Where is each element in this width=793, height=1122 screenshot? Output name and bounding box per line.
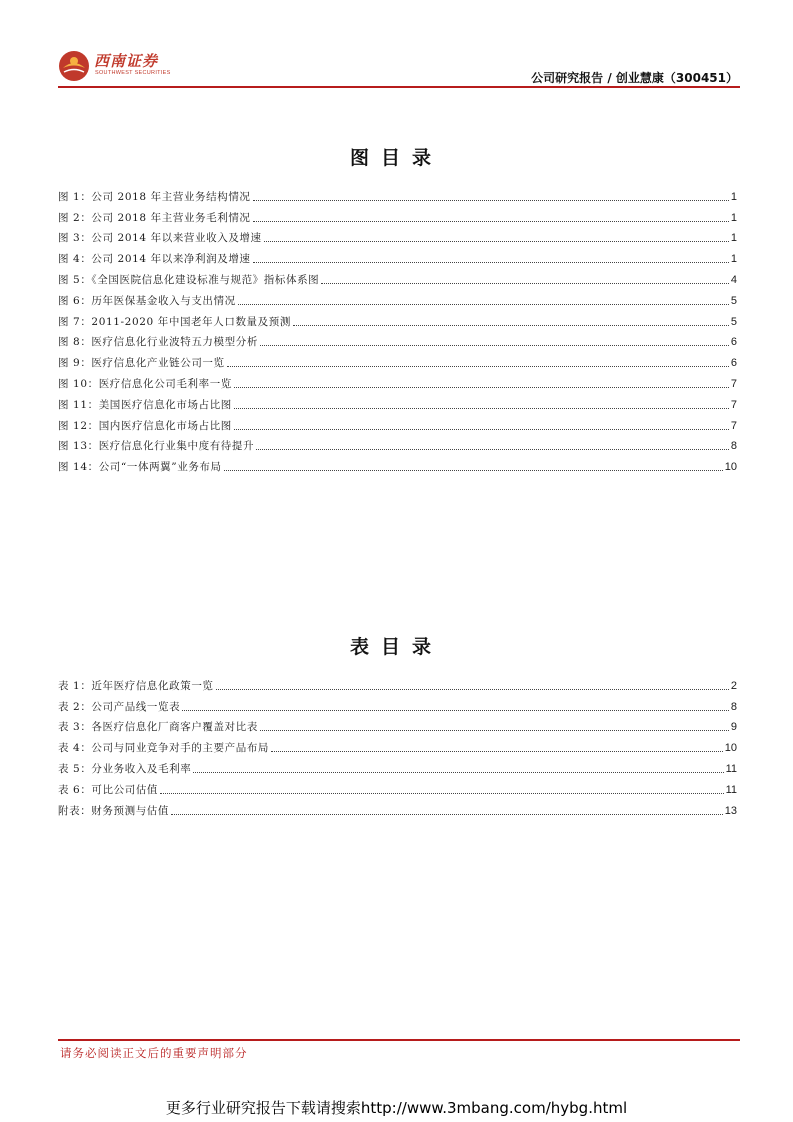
dot-leader xyxy=(234,428,729,430)
figure-toc-entry-page: 5 xyxy=(730,315,737,328)
report-title: 公司研究报告 / 创业慧康（300451） xyxy=(531,71,738,85)
tables-toc-list xyxy=(58,672,737,818)
table-toc-entry[interactable] xyxy=(58,755,737,776)
figure-toc-entry-page: 6 xyxy=(730,357,737,370)
tables-toc-title: 表目录 xyxy=(349,636,443,658)
figure-toc-entry[interactable] xyxy=(58,433,737,454)
figure-toc-entry[interactable] xyxy=(58,453,737,474)
table-toc-entry-label: 表 2：公司产品线一览表 xyxy=(58,700,181,713)
figure-toc-entry-page: 1 xyxy=(730,211,737,224)
figure-toc-entry-label: 图 9：医疗信息化产业链公司一览 xyxy=(58,357,225,370)
figure-toc-entry[interactable] xyxy=(58,412,737,433)
figure-toc-entry-page: 1 xyxy=(730,190,737,203)
figure-toc-entry-page: 5 xyxy=(730,294,737,307)
table-toc-entry-label: 表 5：分业务收入及毛利率 xyxy=(58,762,192,775)
header-divider xyxy=(58,86,740,88)
figure-toc-entry-label: 图 1：公司 2018 年主营业务结构情况 xyxy=(58,190,251,203)
table-toc-entry-label: 表 1：近年医疗信息化政策一览 xyxy=(58,679,214,692)
table-toc-entry-page: 11 xyxy=(725,762,737,775)
figure-toc-entry[interactable] xyxy=(58,308,737,329)
figure-toc-entry-page: 7 xyxy=(730,398,737,411)
figures-toc-list xyxy=(58,183,737,474)
dot-leader xyxy=(253,220,729,222)
table-toc-entry[interactable] xyxy=(58,797,737,818)
table-toc-entry[interactable] xyxy=(58,714,737,735)
dot-leader xyxy=(160,792,724,794)
figures-toc-title: 图目录 xyxy=(349,147,443,169)
figure-toc-entry-page: 6 xyxy=(730,336,737,349)
figure-toc-entry-label: 图 14：公司“一体两翼”业务布局 xyxy=(58,461,222,474)
figure-toc-entry-label: 图 10：医疗信息化公司毛利率一览 xyxy=(58,377,232,390)
figure-toc-entry-label: 图 8：医疗信息化行业波特五力模型分析 xyxy=(58,336,258,349)
page-header xyxy=(58,44,740,90)
dot-leader xyxy=(227,365,729,367)
figure-toc-entry-label: 图 11：美国医疗信息化市场占比图 xyxy=(58,398,232,411)
dot-leader xyxy=(234,386,729,388)
figure-toc-entry[interactable] xyxy=(58,204,737,225)
figure-toc-entry-page: 7 xyxy=(730,377,737,390)
table-toc-entry-label: 表 4：公司与同业竞争对手的主要产品布局 xyxy=(58,742,270,755)
dot-leader xyxy=(182,709,729,711)
table-toc-entry-label: 表 3：各医疗信息化厂商客户覆盖对比表 xyxy=(58,721,258,734)
download-link-text[interactable]: 更多行业研究报告下载请搜索http://www.3mbang.com/hybg.html xyxy=(165,1099,628,1117)
figure-toc-entry[interactable] xyxy=(58,245,737,266)
figure-toc-entry[interactable] xyxy=(58,225,737,246)
dot-leader xyxy=(256,448,729,450)
figure-toc-entry-page: 1 xyxy=(730,232,737,245)
table-toc-entry-page: 11 xyxy=(725,783,737,796)
figure-toc-entry-label: 图 7：2011-2020 年中国老年人口数量及预测 xyxy=(58,315,291,328)
figure-toc-entry-label: 图 4：公司 2014 年以来净利润及增速 xyxy=(58,253,251,266)
logo-chinese-text: 西南证券 xyxy=(94,52,159,70)
figure-toc-entry-label: 图 6：历年医保基金收入与支出情况 xyxy=(58,294,236,307)
dot-leader xyxy=(321,282,729,284)
table-toc-entry-page: 9 xyxy=(730,721,737,734)
dot-leader xyxy=(271,750,723,752)
figure-toc-entry[interactable] xyxy=(58,183,737,204)
dot-leader xyxy=(238,303,729,305)
figure-toc-entry[interactable] xyxy=(58,266,737,287)
dot-leader xyxy=(224,469,723,471)
figure-toc-entry-label: 图 3：公司 2014 年以来营业收入及增速 xyxy=(58,232,262,245)
figure-toc-entry-page: 4 xyxy=(730,273,737,286)
footer-divider xyxy=(58,1039,740,1041)
figure-toc-entry-label: 图 13：医疗信息化行业集中度有待提升 xyxy=(58,440,255,453)
figure-toc-entry-page: 8 xyxy=(730,440,737,453)
dot-leader xyxy=(264,240,729,242)
table-toc-entry[interactable] xyxy=(58,734,737,755)
dot-leader xyxy=(234,407,729,409)
dot-leader xyxy=(260,344,729,346)
table-toc-entry-page: 2 xyxy=(730,679,737,692)
figure-toc-entry-label: 图 12：国内医疗信息化市场占比图 xyxy=(58,419,232,432)
figure-toc-entry-label: 图 2：公司 2018 年主营业务毛利情况 xyxy=(58,211,251,224)
table-toc-entry-page: 8 xyxy=(730,700,737,713)
dot-leader xyxy=(171,813,723,815)
table-toc-entry[interactable] xyxy=(58,672,737,693)
figure-toc-entry[interactable] xyxy=(58,349,737,370)
logo-english-text: SOUTHWEST SECURITIES xyxy=(95,70,171,76)
table-toc-entry-page: 13 xyxy=(724,804,737,817)
table-toc-entry-label: 附表：财务预测与估值 xyxy=(58,804,169,817)
figure-toc-entry[interactable] xyxy=(58,287,737,308)
dot-leader xyxy=(293,324,729,326)
disclaimer-note: 请务必阅读正文后的重要声明部分 xyxy=(60,1046,248,1060)
table-toc-entry-page: 10 xyxy=(724,742,737,755)
figure-toc-entry-page: 10 xyxy=(724,461,737,474)
table-toc-entry[interactable] xyxy=(58,693,737,714)
table-toc-entry-label: 表 6：可比公司估值 xyxy=(58,783,159,796)
table-toc-entry[interactable] xyxy=(58,776,737,797)
dot-leader xyxy=(253,199,729,201)
dot-leader xyxy=(260,729,729,731)
dot-leader xyxy=(216,688,729,690)
figure-toc-entry[interactable] xyxy=(58,391,737,412)
figure-toc-entry[interactable] xyxy=(58,329,737,350)
figure-toc-entry-label: 图 5：《全国医院信息化建设标准与规范》指标体系图 xyxy=(58,273,320,286)
company-logo xyxy=(58,44,208,84)
figure-toc-entry[interactable] xyxy=(58,370,737,391)
southwest-securities-logo-icon xyxy=(58,50,90,82)
dot-leader xyxy=(193,771,723,773)
figure-toc-entry-page: 7 xyxy=(730,419,737,432)
figure-toc-entry-page: 1 xyxy=(730,253,737,266)
dot-leader xyxy=(253,261,729,263)
